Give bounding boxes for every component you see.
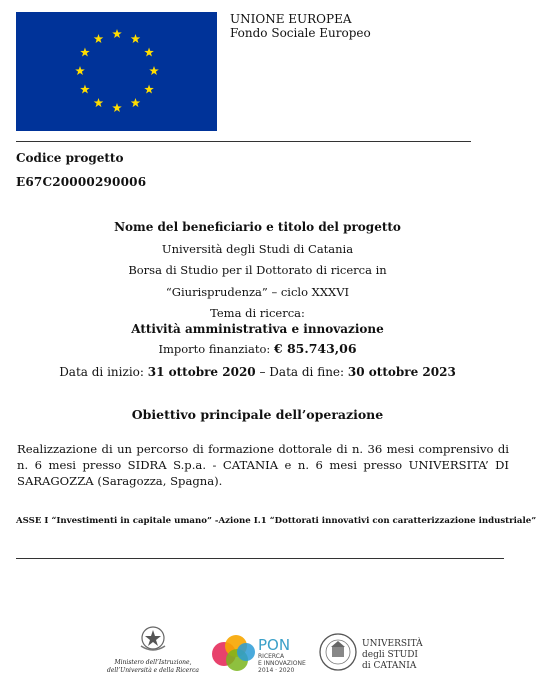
eu-star-icon [131, 34, 141, 43]
emblem-icon [141, 627, 165, 650]
eu-star-icon [112, 103, 122, 112]
scholarship-line: Borsa di Studio per il Dottorato di ricerca in [128, 263, 387, 277]
pon-years: 2014 · 2020 [258, 667, 295, 674]
eu-star-icon [94, 98, 104, 107]
eu-flag [16, 12, 217, 131]
eu-star-icon [80, 48, 90, 57]
eu-line1: UNIONE EUROPEA [230, 12, 352, 26]
eu-stars-icon [16, 12, 217, 131]
pon-logo [210, 630, 306, 675]
theme-title: Attività amministrativa e innovazione [131, 322, 384, 336]
university-seal-icon [320, 634, 356, 670]
eu-star-icon [144, 48, 154, 57]
eu-star-icon [144, 85, 154, 94]
course-line: “Giurisprudenza” – ciclo XXXVI [165, 285, 350, 299]
eu-star-icon [131, 98, 141, 107]
eu-line2: Fondo Sociale Europeo [230, 26, 371, 40]
project-code-label: Codice progetto [16, 151, 124, 165]
top-divider [16, 141, 471, 142]
pon-text: PON [258, 636, 291, 654]
unict-line1: UNIVERSITÀ [362, 639, 423, 649]
end-date: 30 ottobre 2023 [347, 365, 456, 379]
unict-line3: di CATANIA [362, 661, 417, 671]
start-label: Data di inizio: [59, 365, 144, 379]
eu-star-icon [80, 85, 90, 94]
unict-logo [318, 630, 423, 675]
theme-label: Tema di ricerca: [210, 306, 305, 320]
funding-label: Importo finanziato: [158, 342, 271, 356]
eu-star-icon [94, 34, 104, 43]
project-code-value: E67C20000290006 [16, 175, 147, 189]
eu-star-icon [75, 66, 85, 75]
bottom-divider [16, 558, 504, 559]
unict-line2: degli STUDI [362, 650, 418, 660]
start-date: 31 ottobre 2020 [147, 365, 256, 379]
ministry-line2: dell’Università e della Ricerca [106, 667, 200, 674]
funding-line [0, 341, 515, 356]
end-label: – Data di fine: [259, 365, 345, 379]
eu-star-icon [112, 29, 122, 38]
funding-value: € 85.743,06 [273, 341, 357, 356]
pon-sub2: E INNOVAZIONE [258, 660, 306, 667]
pon-sub1: RICERCA [258, 653, 285, 660]
axis-line: ASSE I “Investimenti in capitale umano” -Azione I.1 “Dottorati innovativi con caratterizzazione industriale” [16, 516, 536, 526]
eu-star-icon [149, 66, 159, 75]
university-name: Università degli Studi di Catania [161, 242, 354, 256]
beneficiary-title: Nome del beneficiario e titolo del progetto [114, 220, 401, 234]
pon-circles-icon [212, 635, 255, 671]
dates-line [0, 365, 515, 379]
objective-title: Obiettivo principale dell’operazione [131, 407, 384, 422]
ministry-line1: Ministero dell’Istruzione, [114, 659, 192, 666]
ministry-logo [108, 624, 198, 679]
eu-name [230, 12, 371, 40]
objective-text: Realizzazione di un percorso di formazione dottorale di n. 36 mesi comprensivo di n. 6 mesi presso SIDRA S.p.a. - CATANIA e n. 6 mesi presso UNIVERSITA’ DI SARAGOZZA (Saragozza, Spagna). [17, 442, 509, 488]
